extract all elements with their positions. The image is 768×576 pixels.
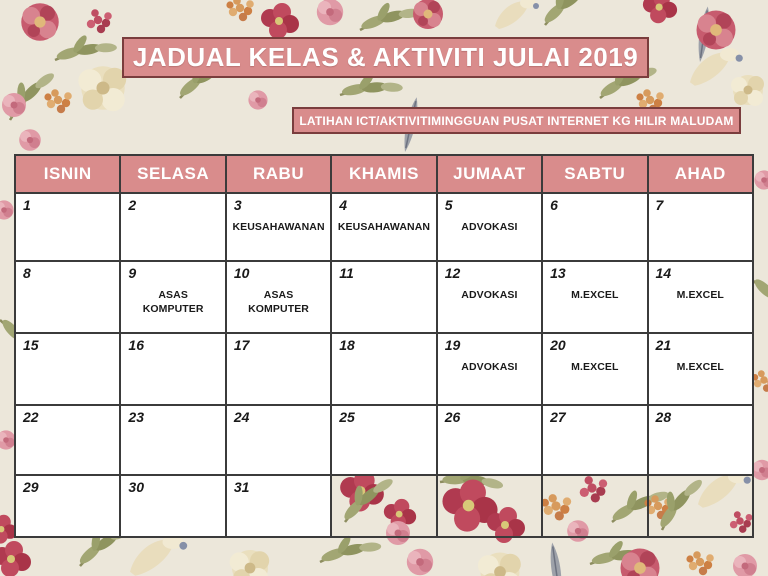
day-number: 22 bbox=[23, 409, 39, 425]
day-cell-25 bbox=[331, 405, 436, 475]
day-number: 3 bbox=[233, 197, 242, 213]
day-number: 29 bbox=[23, 479, 39, 495]
day-number: 4 bbox=[339, 197, 348, 213]
day-header-rabu: RABU bbox=[226, 155, 331, 193]
empty-cell bbox=[331, 475, 436, 537]
activity-line: ADVOKASI bbox=[461, 289, 518, 302]
day-number: 30 bbox=[128, 479, 144, 495]
activity-line: M.EXCEL bbox=[571, 361, 619, 374]
empty-cell bbox=[437, 475, 542, 537]
day-cell-20 bbox=[542, 333, 647, 405]
activity-line: ASAS bbox=[263, 289, 294, 302]
subtitle-text: LATIHAN ICT/AKTIVITIMINGGUAN PUSAT INTERNET KG HILIR MALUDAM bbox=[299, 113, 734, 128]
day-cell-13 bbox=[542, 261, 647, 333]
day-number: 6 bbox=[550, 197, 558, 213]
activity-line: ASAS bbox=[158, 289, 188, 302]
day-header-jumaat: JUMAAT bbox=[437, 155, 542, 193]
day-cell-2 bbox=[120, 193, 225, 261]
day-number: 24 bbox=[233, 409, 250, 425]
day-number: 8 bbox=[23, 265, 31, 281]
day-cell-21 bbox=[648, 333, 753, 405]
day-number: 1 bbox=[23, 197, 31, 213]
day-cell-16 bbox=[120, 333, 225, 405]
day-cell-26 bbox=[437, 405, 542, 475]
day-number: 12 bbox=[444, 265, 461, 281]
calendar-table bbox=[14, 154, 754, 538]
day-number: 17 bbox=[233, 337, 250, 353]
activity-label bbox=[438, 221, 541, 235]
day-number: 18 bbox=[339, 337, 355, 353]
activity-label bbox=[649, 361, 752, 375]
day-number: 7 bbox=[655, 197, 664, 213]
day-number: 31 bbox=[233, 479, 250, 495]
day-number: 9 bbox=[128, 265, 137, 281]
week-row bbox=[15, 193, 753, 261]
activity-label bbox=[227, 289, 330, 316]
day-cell-5 bbox=[437, 193, 542, 261]
day-header-selasa: SELASA bbox=[120, 155, 225, 193]
day-cell-8 bbox=[15, 261, 120, 333]
page-title: JADUAL KELAS & AKTIVITI JULAI 2019 bbox=[132, 42, 639, 72]
day-cell-9 bbox=[120, 261, 225, 333]
day-cell-22 bbox=[15, 405, 120, 475]
day-number: 19 bbox=[444, 337, 461, 353]
day-number: 5 bbox=[444, 197, 453, 213]
calendar-header bbox=[15, 155, 753, 193]
empty-cell bbox=[542, 475, 647, 537]
activity-label bbox=[121, 289, 224, 316]
day-number: 15 bbox=[23, 337, 39, 353]
day-cell-1 bbox=[15, 193, 120, 261]
day-number: 13 bbox=[550, 265, 566, 281]
day-number: 2 bbox=[128, 197, 137, 213]
day-number: 27 bbox=[550, 409, 566, 425]
day-cell-31 bbox=[226, 475, 331, 537]
activity-line: M.EXCEL bbox=[676, 361, 724, 374]
day-cell-15 bbox=[15, 333, 120, 405]
day-number: 16 bbox=[128, 337, 144, 353]
day-number: 11 bbox=[339, 265, 354, 281]
title-banner bbox=[122, 37, 649, 78]
day-cell-3 bbox=[226, 193, 331, 261]
day-cell-27 bbox=[542, 405, 647, 475]
activity-label bbox=[543, 361, 646, 375]
day-number: 26 bbox=[444, 409, 461, 425]
day-number: 28 bbox=[655, 409, 672, 425]
activity-line: ADVOKASI bbox=[461, 221, 518, 234]
day-number: 21 bbox=[655, 337, 672, 353]
activity-label bbox=[332, 221, 435, 235]
day-cell-28 bbox=[648, 405, 753, 475]
subtitle-banner bbox=[292, 107, 741, 134]
day-header-row bbox=[15, 155, 753, 193]
week-row bbox=[15, 475, 753, 537]
day-cell-23 bbox=[120, 405, 225, 475]
empty-cell bbox=[648, 475, 753, 537]
day-cell-17 bbox=[226, 333, 331, 405]
activity-line: KEUSAHAWANAN bbox=[337, 221, 431, 234]
day-cell-4 bbox=[331, 193, 436, 261]
day-cell-14 bbox=[648, 261, 753, 333]
day-cell-29 bbox=[15, 475, 120, 537]
activity-line: M.EXCEL bbox=[676, 289, 724, 302]
week-row bbox=[15, 405, 753, 475]
day-cell-24 bbox=[226, 405, 331, 475]
day-header-sabtu: SABTU bbox=[542, 155, 647, 193]
activity-line: KEUSAHAWANAN bbox=[232, 221, 325, 234]
activity-label bbox=[649, 289, 752, 303]
day-cell-12 bbox=[437, 261, 542, 333]
day-header-ahad: AHAD bbox=[648, 155, 753, 193]
calendar-body bbox=[15, 193, 753, 537]
activity-line: KOMPUTER bbox=[248, 303, 309, 316]
day-cell-6 bbox=[542, 193, 647, 261]
activity-label bbox=[438, 289, 541, 303]
day-header-isnin: ISNIN bbox=[15, 155, 120, 193]
day-header-khamis: KHAMIS bbox=[331, 155, 436, 193]
day-cell-19 bbox=[437, 333, 542, 405]
day-cell-7 bbox=[648, 193, 753, 261]
day-number: 20 bbox=[550, 337, 566, 353]
day-cell-10 bbox=[226, 261, 331, 333]
week-row bbox=[15, 333, 753, 405]
activity-label bbox=[543, 289, 646, 303]
day-number: 25 bbox=[339, 409, 355, 425]
activity-line: KOMPUTER bbox=[142, 303, 204, 316]
day-cell-11 bbox=[331, 261, 436, 333]
day-number: 14 bbox=[655, 265, 672, 281]
activity-label bbox=[438, 361, 541, 375]
activity-line: ADVOKASI bbox=[461, 361, 518, 374]
day-cell-30 bbox=[120, 475, 225, 537]
day-number: 23 bbox=[128, 409, 144, 425]
activity-label bbox=[227, 221, 330, 235]
day-cell-18 bbox=[331, 333, 436, 405]
week-row bbox=[15, 261, 753, 333]
activity-line: M.EXCEL bbox=[571, 289, 619, 302]
day-number: 10 bbox=[233, 265, 250, 281]
